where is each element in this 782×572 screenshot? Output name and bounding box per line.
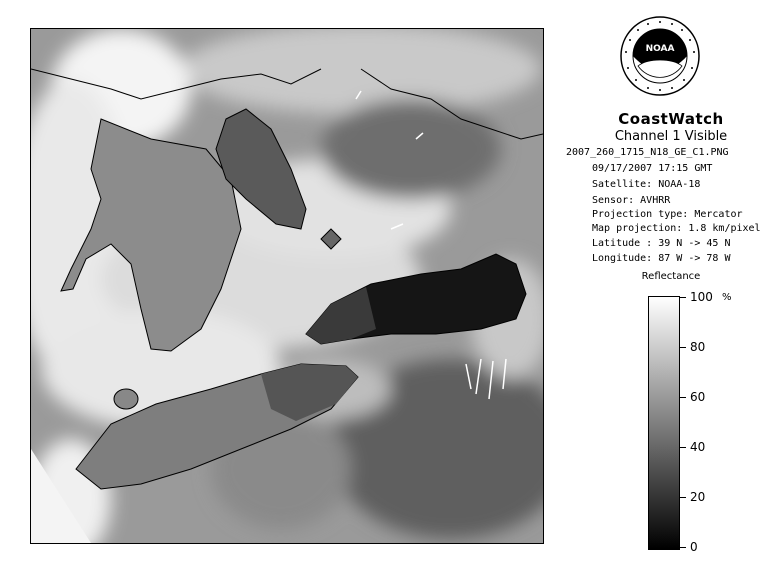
- reflectance-colorbar: [648, 296, 680, 550]
- scale-tick: [680, 497, 686, 498]
- filename: 2007_260_1715_N18_GE_C1.PNG: [566, 147, 729, 158]
- latitude: Latitude : 39 N -> 45 N: [592, 238, 731, 249]
- scale-tick-label: 40: [690, 440, 706, 454]
- datetime: 09/17/2007 17:15 GMT: [592, 163, 713, 174]
- brand-title: CoastWatch: [618, 110, 724, 128]
- scale-tick: [680, 347, 686, 348]
- scale-tick-label: 100: [690, 290, 713, 304]
- projection-type: Projection type: Mercator: [592, 209, 743, 220]
- scale-tick-label: 80: [690, 340, 706, 354]
- scale-label: Reflectance: [641, 271, 701, 282]
- noaa-logo: [620, 16, 700, 96]
- scale-tick-label: 20: [690, 490, 706, 504]
- scale-tick: [680, 547, 686, 548]
- scale-tick: [680, 447, 686, 448]
- satellite-map-svg: [31, 29, 543, 543]
- satellite-image: [30, 28, 544, 544]
- scale-tick: [680, 297, 686, 298]
- scale-tick: [680, 397, 686, 398]
- map-projection: Map projection: 1.8 km/pixel: [592, 223, 761, 234]
- scale-tick-label: 60: [690, 390, 706, 404]
- longitude: Longitude: 87 W -> 78 W: [592, 253, 731, 264]
- info-panel: [560, 0, 782, 572]
- satellite: Satellite: NOAA-18: [592, 179, 701, 190]
- scale-unit: %: [722, 292, 732, 303]
- logo-text: NOAA: [645, 44, 675, 54]
- product-subtitle: Channel 1 Visible: [614, 129, 728, 144]
- scale-tick-label: 0: [690, 540, 698, 554]
- sensor: Sensor: AVHRR: [592, 195, 671, 206]
